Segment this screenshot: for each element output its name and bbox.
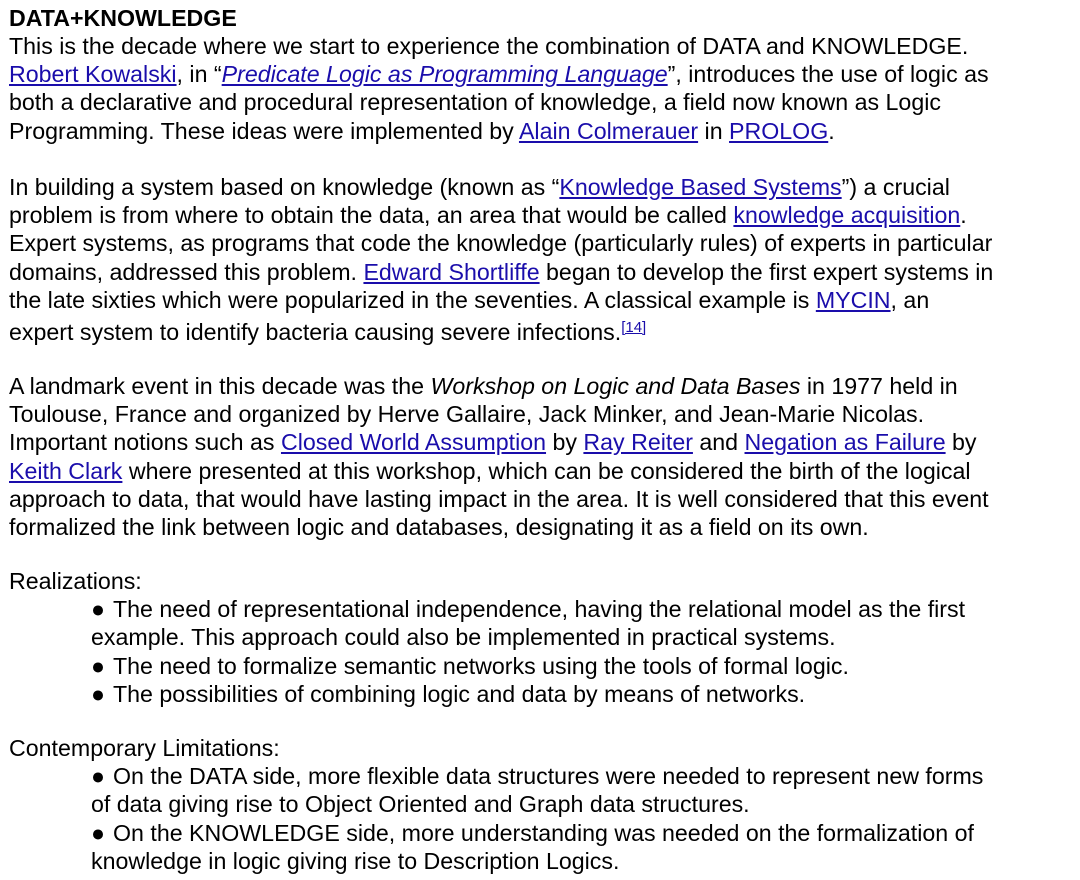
list-item xyxy=(9,595,965,623)
text-span: in xyxy=(698,117,730,144)
text-span: by xyxy=(945,429,977,456)
list-item-continuation: knowledge in logic giving rise to Description Logics. xyxy=(91,847,620,874)
text-line xyxy=(9,372,989,400)
paragraph-knowledge-systems xyxy=(9,173,993,346)
text-span: Important notions such as xyxy=(9,429,281,456)
text-span: The need of representational independence, having the relational model as the first xyxy=(113,596,966,623)
text-line: Toulouse, France and organized by Herve Gallaire, Jack Minker, and Jean-Marie Nicolas. xyxy=(9,401,925,428)
text-line xyxy=(9,318,993,346)
text-span: ”) a crucial xyxy=(841,174,950,200)
text-span: . xyxy=(960,202,967,229)
text-line xyxy=(9,286,993,314)
text-line xyxy=(9,258,993,286)
link-alain-colmerauer[interactable]: Alain Colmerauer xyxy=(518,117,699,144)
text-line xyxy=(9,201,993,229)
link-knowledge-based-systems[interactable]: Knowledge Based Systems xyxy=(559,174,842,200)
link-mycin[interactable]: MYCIN xyxy=(815,286,891,313)
text-span: On the KNOWLEDGE side, more understanding was needed on the formalization of xyxy=(113,819,974,846)
paragraph-logic-programming xyxy=(9,32,989,145)
workshop-title: Workshop on Logic and Data Bases xyxy=(430,373,801,399)
text-line xyxy=(9,428,989,456)
text-span: A landmark event in this decade was the xyxy=(9,373,431,399)
text-span: domains, addressed this problem. xyxy=(9,258,364,285)
text-line: both a declarative and procedural representation of knowledge, a field now known as Logic xyxy=(9,89,941,116)
link-knowledge-acquisition[interactable]: knowledge acquisition xyxy=(733,202,961,229)
text-span: . xyxy=(828,117,835,144)
text-span: ”, introduces the use of logic as xyxy=(667,61,989,88)
text-span: In building a system based on knowledge (known as “ xyxy=(9,174,560,200)
realizations-section xyxy=(9,567,965,708)
list-item xyxy=(9,652,965,680)
realizations-title: Realizations: xyxy=(9,568,142,594)
text-span: , in “ xyxy=(176,61,222,88)
text-span: The need to formalize semantic networks using the tools of formal logic. xyxy=(113,652,849,679)
section-heading: DATA+KNOWLEDGE xyxy=(9,5,237,31)
text-line xyxy=(9,457,989,485)
bullet-icon: ● xyxy=(91,680,106,707)
list-item xyxy=(9,762,983,790)
text-line: This is the decade where we start to experience the combination of DATA and KNOWLEDGE. xyxy=(9,33,969,59)
limitations-title: Contemporary Limitations: xyxy=(9,735,280,761)
bullet-icon: ● xyxy=(91,652,106,679)
text-line xyxy=(9,60,989,88)
text-line: approach to data, that would have lasting impact in the area. It is well considered that this event xyxy=(9,485,989,512)
text-span: began to develop the first expert systems in xyxy=(539,258,994,285)
paragraph-workshop xyxy=(9,372,989,541)
text-span: Programming. These ideas were implemented by xyxy=(9,117,519,144)
bullet-icon: ● xyxy=(91,819,106,846)
link-predicate-logic[interactable]: Predicate Logic as Programming Language xyxy=(221,61,668,88)
list-item xyxy=(9,819,983,847)
text-span: by xyxy=(546,429,584,456)
list-item-continuation: of data giving rise to Object Oriented and Graph data structures. xyxy=(91,791,750,818)
text-span: problem is from where to obtain the data, an area that would be called xyxy=(9,202,734,229)
link-ray-reiter[interactable]: Ray Reiter xyxy=(583,429,693,456)
bullet-icon: ● xyxy=(91,763,106,790)
link-edward-shortliffe[interactable]: Edward Shortliffe xyxy=(363,258,540,285)
text-span: The possibilities of combining logic and data by means of networks. xyxy=(113,680,806,707)
text-line: Expert systems, as programs that code the knowledge (particularly rules) of experts in particular xyxy=(9,230,993,257)
text-span: the late sixties which were popularized in the seventies. A classical example is xyxy=(9,286,816,313)
text-span: in 1977 held in xyxy=(800,373,958,399)
text-line xyxy=(9,173,993,201)
citation-link-14[interactable]: [14] xyxy=(621,318,647,336)
limitations-section xyxy=(9,734,983,875)
text-span: expert system to identify bacteria causing severe infections. xyxy=(9,318,622,345)
link-negation-as-failure[interactable]: Negation as Failure xyxy=(744,429,946,456)
text-span: where presented at this workshop, which can be considered the birth of the logical xyxy=(122,457,971,484)
list-item xyxy=(9,680,965,708)
text-span: On the DATA side, more flexible data structures were needed to represent new forms xyxy=(113,763,984,790)
text-span: , an xyxy=(890,286,930,313)
link-prolog[interactable]: PROLOG xyxy=(729,117,829,144)
bullet-icon: ● xyxy=(91,596,106,623)
text-line xyxy=(9,117,989,145)
text-line: formalized the link between logic and databases, designating it as a field on its own. xyxy=(9,513,869,540)
link-keith-clark[interactable]: Keith Clark xyxy=(9,457,123,484)
link-closed-world-assumption[interactable]: Closed World Assumption xyxy=(280,429,547,456)
text-span: and xyxy=(692,429,745,456)
link-robert-kowalski[interactable]: Robert Kowalski xyxy=(9,61,177,88)
list-item-continuation: example. This approach could also be implemented in practical systems. xyxy=(91,624,836,651)
